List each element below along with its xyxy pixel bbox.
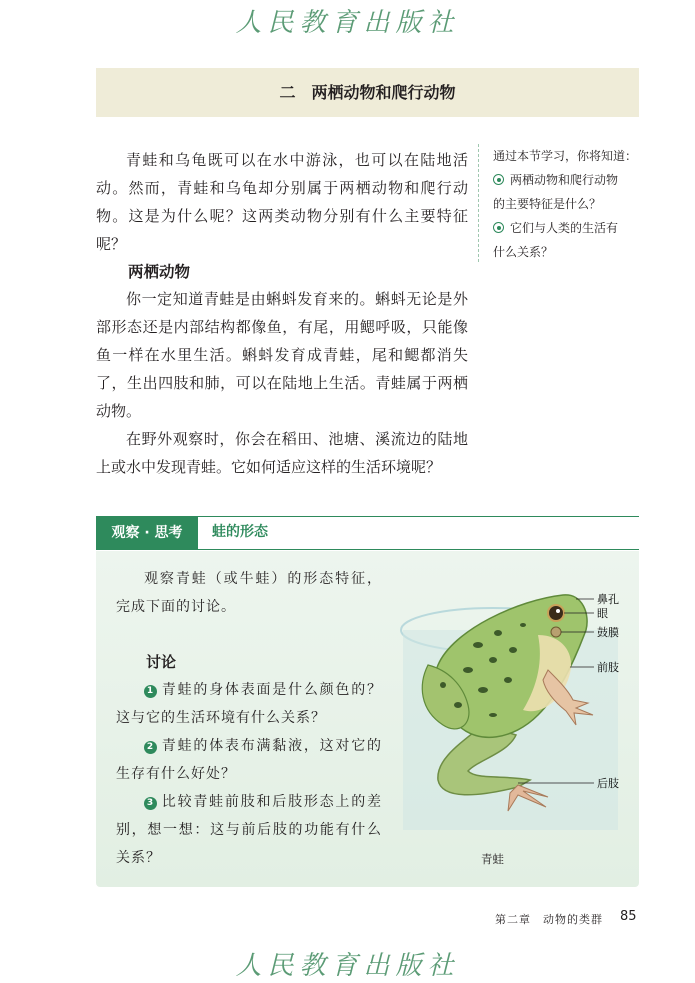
goal-item [493,216,640,240]
paragraph: 你一定知道青蛙是由蝌蚪发育来的。蝌蚪无论是外部形态还是内部结构都像鱼，有尾，用鳃呼吸，只能像鱼一样在水里生活。蝌蚪发育成青蛙，尾和鳃都消失了，生出四肢和肺，可以在陆地上生活。青蛙属于两栖动物。 [96,290,468,420]
intro-paragraph [96,146,468,258]
label-nostril: 鼻孔 [597,593,619,606]
section-title-bar [96,68,639,117]
label-eye: 眼 [597,607,608,620]
activity-header [96,516,639,550]
target-bullet-icon [493,174,504,185]
label-forelimb: 前肢 [597,661,619,674]
figure-caption: 青蛙 [481,852,504,866]
intro-text: 青蛙和乌龟既可以在水中游泳，也可以在陆地活动。然而，青蛙和乌龟却分别属于两栖动物和爬行动物。这是为什么呢？这两类动物分别有什么主要特征呢？ [96,151,468,253]
frog-eardrum [551,627,561,637]
amphibian-heading: 两栖动物 [128,263,191,281]
question-text: 比较青蛙前肢和后肢形态上的差别，想一想：这与前后肢的功能有什么关系？ [116,794,382,866]
question-item [116,732,382,788]
learning-goals-sidebar [478,144,640,262]
discussion-heading: 讨论 [146,653,177,671]
label-eardrum: 鼓膜 [597,626,619,639]
footer-chapter: 第二章 动物的类群 [495,913,603,926]
goal-text-cont: 的主要特征是什么？ [493,197,602,211]
question-item [116,788,382,872]
discussion-questions [116,676,382,872]
sidebar-lead: 通过本节学习，你将知道： [493,149,638,163]
goal-text: 两栖动物和爬行动物 [510,173,619,187]
activity-tab-label: 观察 · 思考 [96,516,198,550]
paragraph: 在野外观察时，你会在稻田、池塘、溪流边的陆地上或水中发现青蛙。它如何适应这样的生活环境呢？ [96,430,468,476]
page-number: 85 [620,909,637,924]
frog-illustration [398,575,628,830]
section-title: 二 两栖动物和爬行动物 [279,83,456,102]
publisher-watermark-bottom: 人民教育出版社 [235,951,460,981]
question-number: 1 [144,685,157,698]
activity-title: 蛙的形态 [212,524,268,540]
amphibian-body [96,285,468,481]
goal-text-cont: 什么关系？ [493,245,554,259]
observe-instructions [116,565,382,621]
label-hindlimb: 后肢 [597,777,619,790]
question-number: 2 [144,741,157,754]
publisher-watermark-top: 人民教育出版社 [235,8,460,38]
goal-text: 它们与人类的生活有 [510,221,619,235]
observe-text: 观察青蛙（或牛蛙）的形态特征，完成下面的讨论。 [116,571,382,615]
question-item [116,676,382,732]
goal-item [493,168,640,192]
question-text: 青蛙的身体表面是什么颜色的？这与它的生活环境有什么关系？ [116,682,382,726]
target-bullet-icon [493,222,504,233]
frog-eye [548,605,564,621]
question-text: 青蛙的体表布满黏液，这对它的生存有什么好处？ [116,738,382,782]
question-number: 3 [144,797,157,810]
